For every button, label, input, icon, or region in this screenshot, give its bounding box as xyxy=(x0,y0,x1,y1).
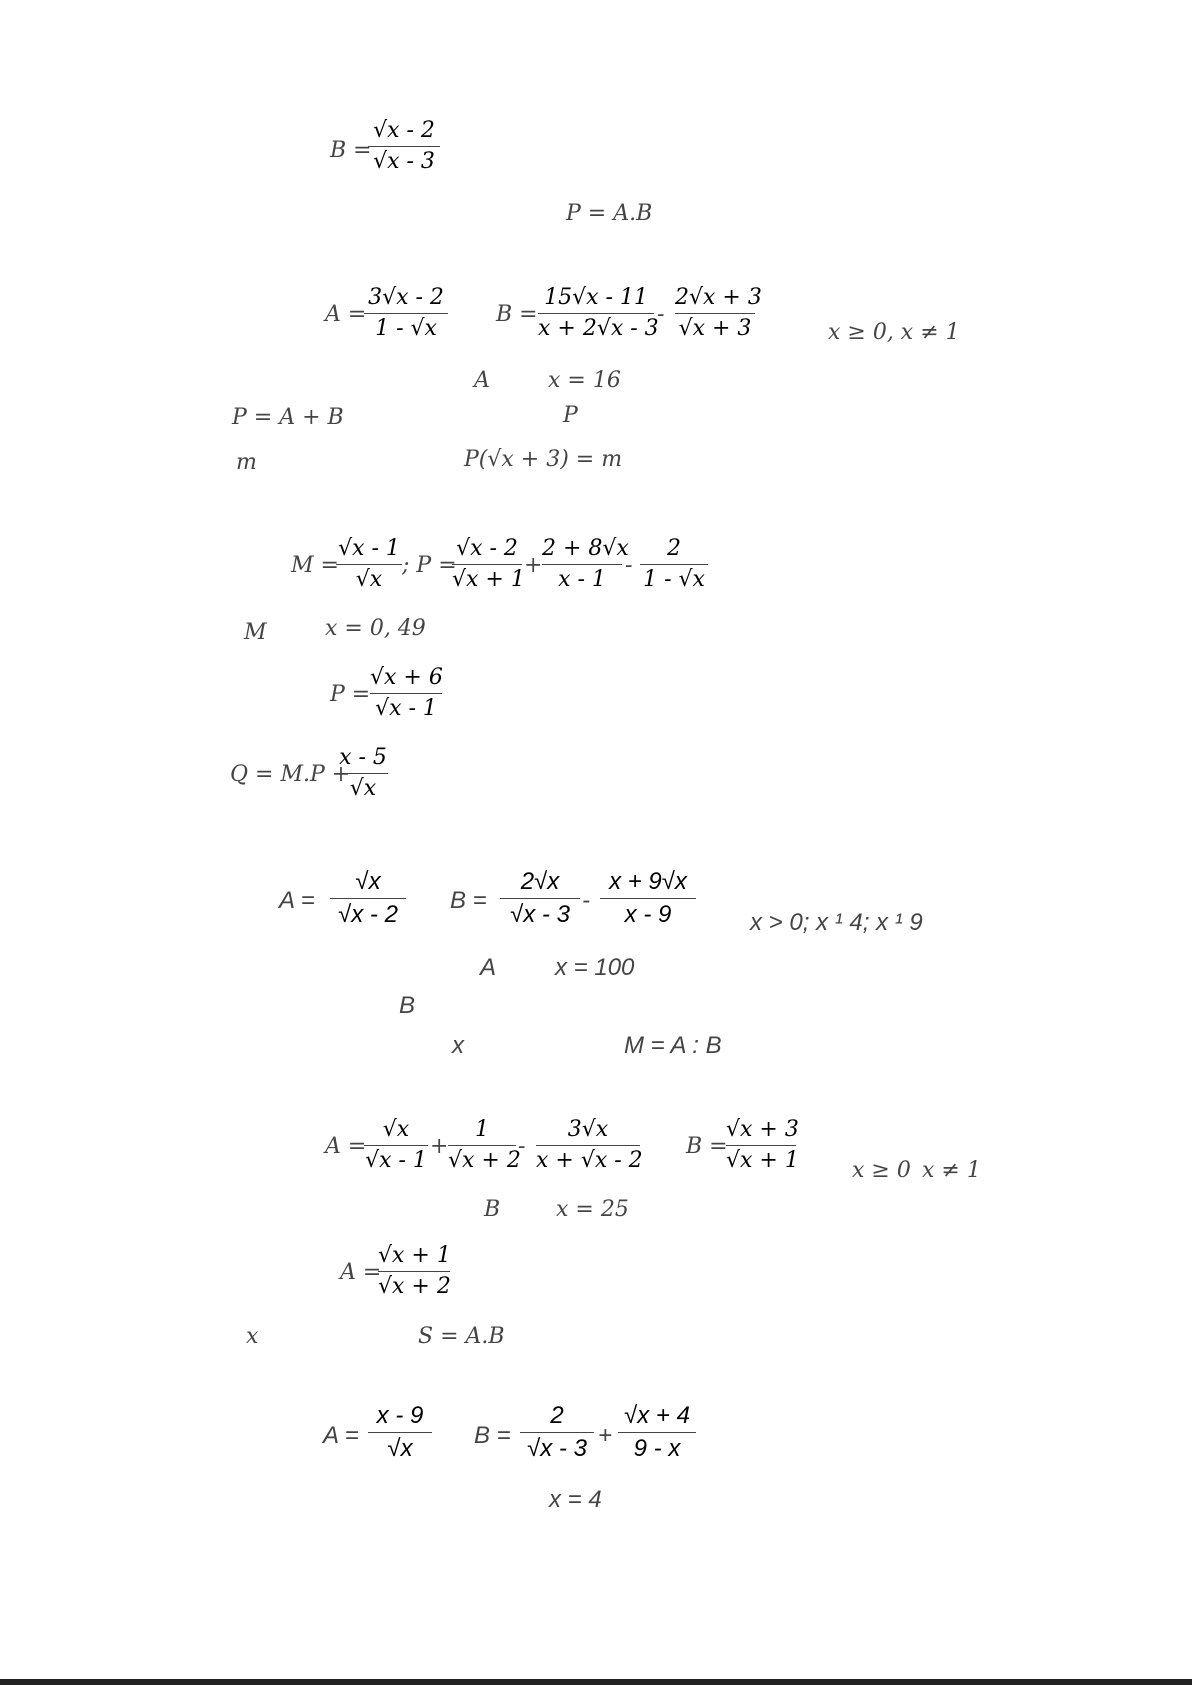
fraction-numerator: √x xyxy=(355,868,381,895)
formula-P-sum: P = A + B xyxy=(232,405,344,430)
plus-sign: + xyxy=(430,1134,449,1159)
fraction-numerator: 2 + 8√x xyxy=(542,536,629,561)
formula-A-fraction-3 xyxy=(536,1117,643,1173)
fraction-denominator: √x + 2 xyxy=(378,1274,451,1299)
formula-B-fraction xyxy=(368,120,440,173)
fraction-denominator: √x xyxy=(349,776,377,801)
fraction-denominator: √x - 3 xyxy=(510,901,570,928)
fraction-numerator: 3√x xyxy=(567,1117,609,1142)
fraction-denominator: x + √x - 2 xyxy=(536,1148,643,1173)
formula-B-lhs: B = xyxy=(450,887,487,914)
fraction-denominator: √x - 1 xyxy=(365,1148,427,1173)
fraction-numerator: x + 9√x xyxy=(609,868,687,895)
formula-P-fraction-2 xyxy=(542,536,629,592)
fraction-numerator: √x + 6 xyxy=(370,665,443,690)
formula-M-lhs: M = xyxy=(291,553,339,578)
formula-A-fraction-2 xyxy=(448,1117,521,1173)
formula-P-eq-m: P(√x + 3) = m xyxy=(464,447,623,472)
plus-sign: + xyxy=(524,553,543,578)
minus-sign: - xyxy=(625,553,633,578)
formula-P2-lhs: P = xyxy=(330,682,371,707)
formula-A-fraction xyxy=(330,870,406,927)
fraction-denominator: x - 1 xyxy=(558,567,606,592)
condition-1: x ≥ 0 xyxy=(852,1158,911,1183)
formula-B-fraction-1 xyxy=(538,285,659,341)
page-bottom-edge xyxy=(0,1679,1192,1685)
x-value: x = 25 xyxy=(556,1197,629,1222)
fraction-numerator: 1 xyxy=(475,1117,489,1142)
fraction-denominator: 1 - √x xyxy=(643,567,705,592)
label-A: A xyxy=(480,954,497,981)
formula-A-lhs: A = xyxy=(279,887,315,914)
formula-B-fraction-2 xyxy=(600,870,696,927)
formula-B-fraction-2 xyxy=(618,1404,696,1461)
fraction-numerator: √x - 1 xyxy=(338,536,400,561)
fraction-numerator: x - 5 xyxy=(339,745,387,770)
formula-A-fraction xyxy=(364,287,448,340)
formula-Q-lhs: Q = M.P + xyxy=(230,762,351,787)
formula-P2-fraction xyxy=(370,667,442,720)
fraction-numerator: 2√x + 3 xyxy=(675,285,762,310)
formula-A-lhs: A = xyxy=(325,1134,367,1159)
fraction-denominator: √x xyxy=(387,1435,413,1462)
fraction-denominator: √x - 2 xyxy=(338,901,398,928)
formula-S-product: S = A.B xyxy=(418,1324,505,1349)
formula-B-lhs: B = xyxy=(496,302,538,327)
formula-B-fraction-1 xyxy=(520,1404,594,1461)
condition: x > 0; x ¹ 4; x ¹ 9 xyxy=(750,909,923,936)
x-value: x = 100 xyxy=(555,954,635,981)
label-M: M xyxy=(244,620,267,645)
formula-P-fraction-1 xyxy=(452,536,525,592)
label-B: B xyxy=(399,992,416,1019)
fraction-numerator: √x + 1 xyxy=(378,1243,451,1268)
formula-P-fraction-3 xyxy=(640,538,708,591)
minus-sign: - xyxy=(582,887,590,914)
formula-B-fraction xyxy=(726,1117,799,1173)
formula-Q-fraction xyxy=(338,747,388,800)
condition: x ≥ 0, x ≠ 1 xyxy=(828,320,960,345)
formula-A-lhs: A = xyxy=(325,302,367,327)
formula-A-fraction-1 xyxy=(364,1119,428,1172)
fraction-denominator: x + 2√x - 3 xyxy=(538,316,659,341)
formula-P-product: P = A.B xyxy=(566,201,653,226)
fraction-numerator: √x - 2 xyxy=(456,536,518,561)
fraction-numerator: x - 9 xyxy=(376,1402,424,1429)
label-P: P xyxy=(563,403,578,428)
fraction-denominator: √x + 2 xyxy=(448,1148,521,1173)
formula-A-lhs: A = xyxy=(323,1422,359,1449)
x-value: x = 16 xyxy=(548,368,621,393)
formula-M-fraction xyxy=(336,538,402,591)
fraction-denominator: √x - 3 xyxy=(527,1435,587,1462)
fraction-numerator: 3√x - 2 xyxy=(368,285,444,310)
fraction-numerator: √x - 2 xyxy=(373,118,435,143)
plus-sign: + xyxy=(598,1422,613,1449)
label-A: A xyxy=(474,368,490,393)
formula-A2-lhs: A = xyxy=(340,1260,382,1285)
fraction-denominator: √x + 1 xyxy=(452,567,525,592)
fraction-numerator: 2√x xyxy=(520,868,560,895)
minus-sign: - xyxy=(518,1134,526,1159)
fraction-numerator: 15√x - 11 xyxy=(544,285,648,310)
fraction-denominator: √x xyxy=(355,567,383,592)
fraction-denominator: 9 - x xyxy=(633,1435,681,1462)
formula-B-fraction-1 xyxy=(500,870,580,927)
fraction-denominator: √x - 1 xyxy=(375,696,437,721)
condition-2: x ≠ 1 xyxy=(922,1158,981,1183)
separator-P-lhs: ; P = xyxy=(402,553,457,578)
fraction-denominator: √x + 1 xyxy=(726,1148,799,1173)
fraction-numerator: 2 xyxy=(667,536,681,561)
formula-B-lhs: B = xyxy=(686,1134,728,1159)
label-B: B xyxy=(484,1197,501,1222)
formula-B-lhs: B = xyxy=(474,1422,511,1449)
fraction-numerator: 2 xyxy=(550,1402,564,1429)
x-value: x = 0, 49 xyxy=(325,616,426,641)
label-x: x xyxy=(246,1324,259,1349)
fraction-numerator: √x xyxy=(382,1117,410,1142)
fraction-denominator: √x + 3 xyxy=(678,316,752,341)
minus-sign: - xyxy=(657,302,665,327)
fraction-numerator: √x + 4 xyxy=(624,1402,690,1429)
fraction-denominator: 1 - √x xyxy=(375,316,437,341)
fraction-denominator: √x - 3 xyxy=(373,149,435,174)
formula-M-quotient: M = A : B xyxy=(624,1032,722,1059)
fraction-numerator: √x + 3 xyxy=(726,1117,799,1142)
formula-A-fraction xyxy=(368,1404,432,1461)
formula-A2-fraction xyxy=(378,1245,450,1298)
label-x: x xyxy=(452,1032,464,1059)
x-value: x = 4 xyxy=(549,1486,602,1513)
label-m: m xyxy=(236,450,257,475)
fraction-denominator: x - 9 xyxy=(624,901,672,928)
formula-B-lhs: B = xyxy=(330,138,372,163)
formula-B-fraction-2 xyxy=(675,285,762,341)
